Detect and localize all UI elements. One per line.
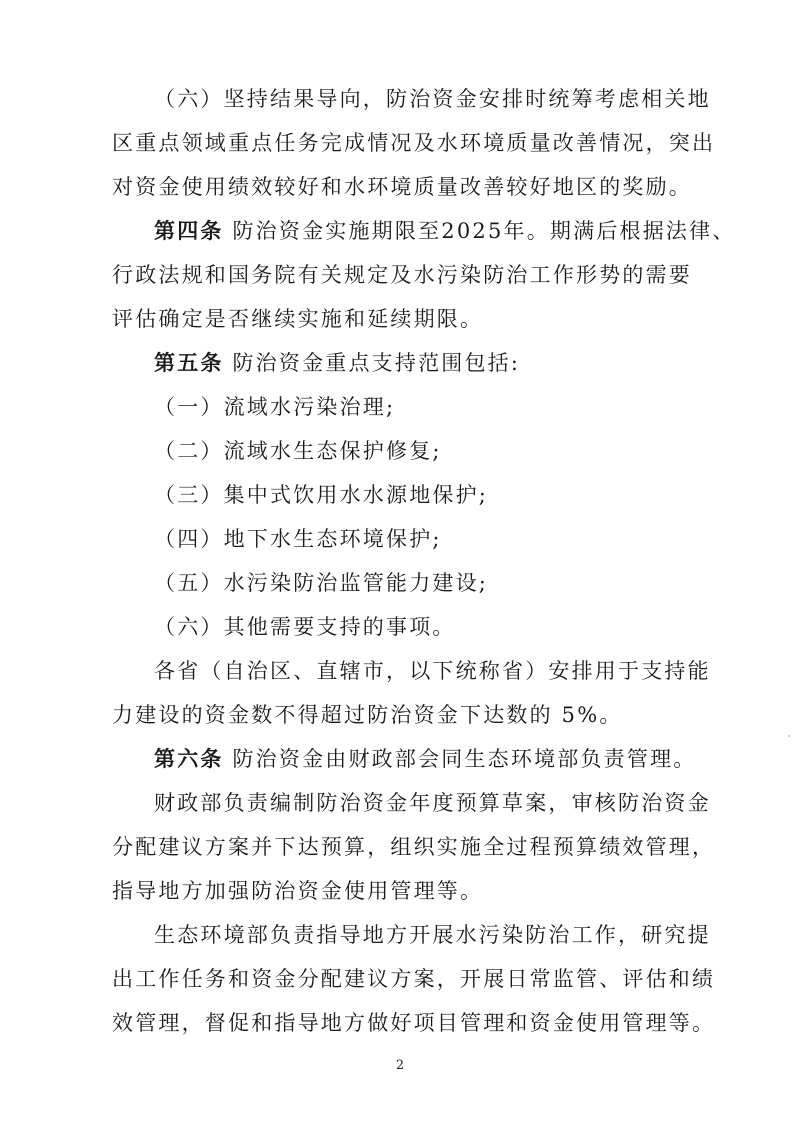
scan-speck: [788, 735, 790, 737]
article-6-heading: 第六条: [154, 746, 224, 771]
article-5-item-6: （六）其他需要支持的事项。: [154, 615, 456, 639]
article-5-item-3: （三）集中式饮用水水源地保护;: [154, 483, 489, 507]
article-4-text: 防治资金实施期限至2025年。期满后根据法律、: [223, 219, 736, 243]
article-6-text: 防治资金由财政部会同生态环境部负责管理。: [223, 747, 697, 771]
page-number: 2: [395, 1058, 405, 1073]
article-5-line-1: [154, 350, 734, 376]
article-5-item-1: （一）流域水污染治理;: [154, 395, 396, 419]
article-5-item-5: （五）水污染防治监管能力建设;: [154, 571, 489, 595]
article-6-line-1: [154, 746, 734, 772]
article-5-note-line-2: 力建设的资金数不得超过防治资金下达数的 5%。: [112, 703, 623, 727]
article-6-finance-line-2: 分配建议方案并下达预算，组织实施全过程预算绩效管理，: [112, 835, 716, 859]
para-principle-6-line-2: 区重点领域重点任务完成情况及水环境质量改善情况，突出: [112, 131, 716, 155]
article-4-line-1: [154, 218, 734, 244]
article-6-eco-line-2: 出工作任务和资金分配建议方案，开展日常监管、评估和绩: [112, 967, 716, 991]
article-6-finance-line-1: 财政部负责编制防治资金年度预算草案，审核防治资金: [154, 791, 711, 815]
article-4-heading: 第四条: [154, 218, 224, 243]
article-6-eco-line-1: 生态环境部负责指导地方开展水污染防治工作，研究提: [154, 923, 711, 947]
article-5-item-2: （二）流域水生态保护修复;: [154, 439, 442, 463]
article-5-item-4: （四）地下水生态环境保护;: [154, 527, 442, 551]
article-6-eco-line-3: 效管理，督促和指导地方做好项目管理和资金使用管理等。: [112, 1011, 716, 1035]
article-5-heading: 第五条: [154, 350, 224, 375]
article-6-finance-line-3: 指导地方加强防治资金使用管理等。: [112, 879, 484, 903]
article-4-line-3: 评估确定是否继续实施和延续期限。: [112, 307, 484, 331]
article-4-line-2: 行政法规和国务院有关规定及水污染防治工作形势的需要: [112, 263, 692, 287]
para-principle-6-line-1: （六）坚持结果导向，防治资金安排时统筹考虑相关地: [154, 87, 711, 111]
article-5-note-line-1: 各省（自治区、直辖市，以下统称省）安排用于支持能: [154, 659, 711, 683]
para-principle-6-line-3: 对资金使用绩效较好和水环境质量改善较好地区的奖励。: [112, 175, 692, 199]
article-5-text: 防治资金重点支持范围包括:: [223, 351, 521, 375]
